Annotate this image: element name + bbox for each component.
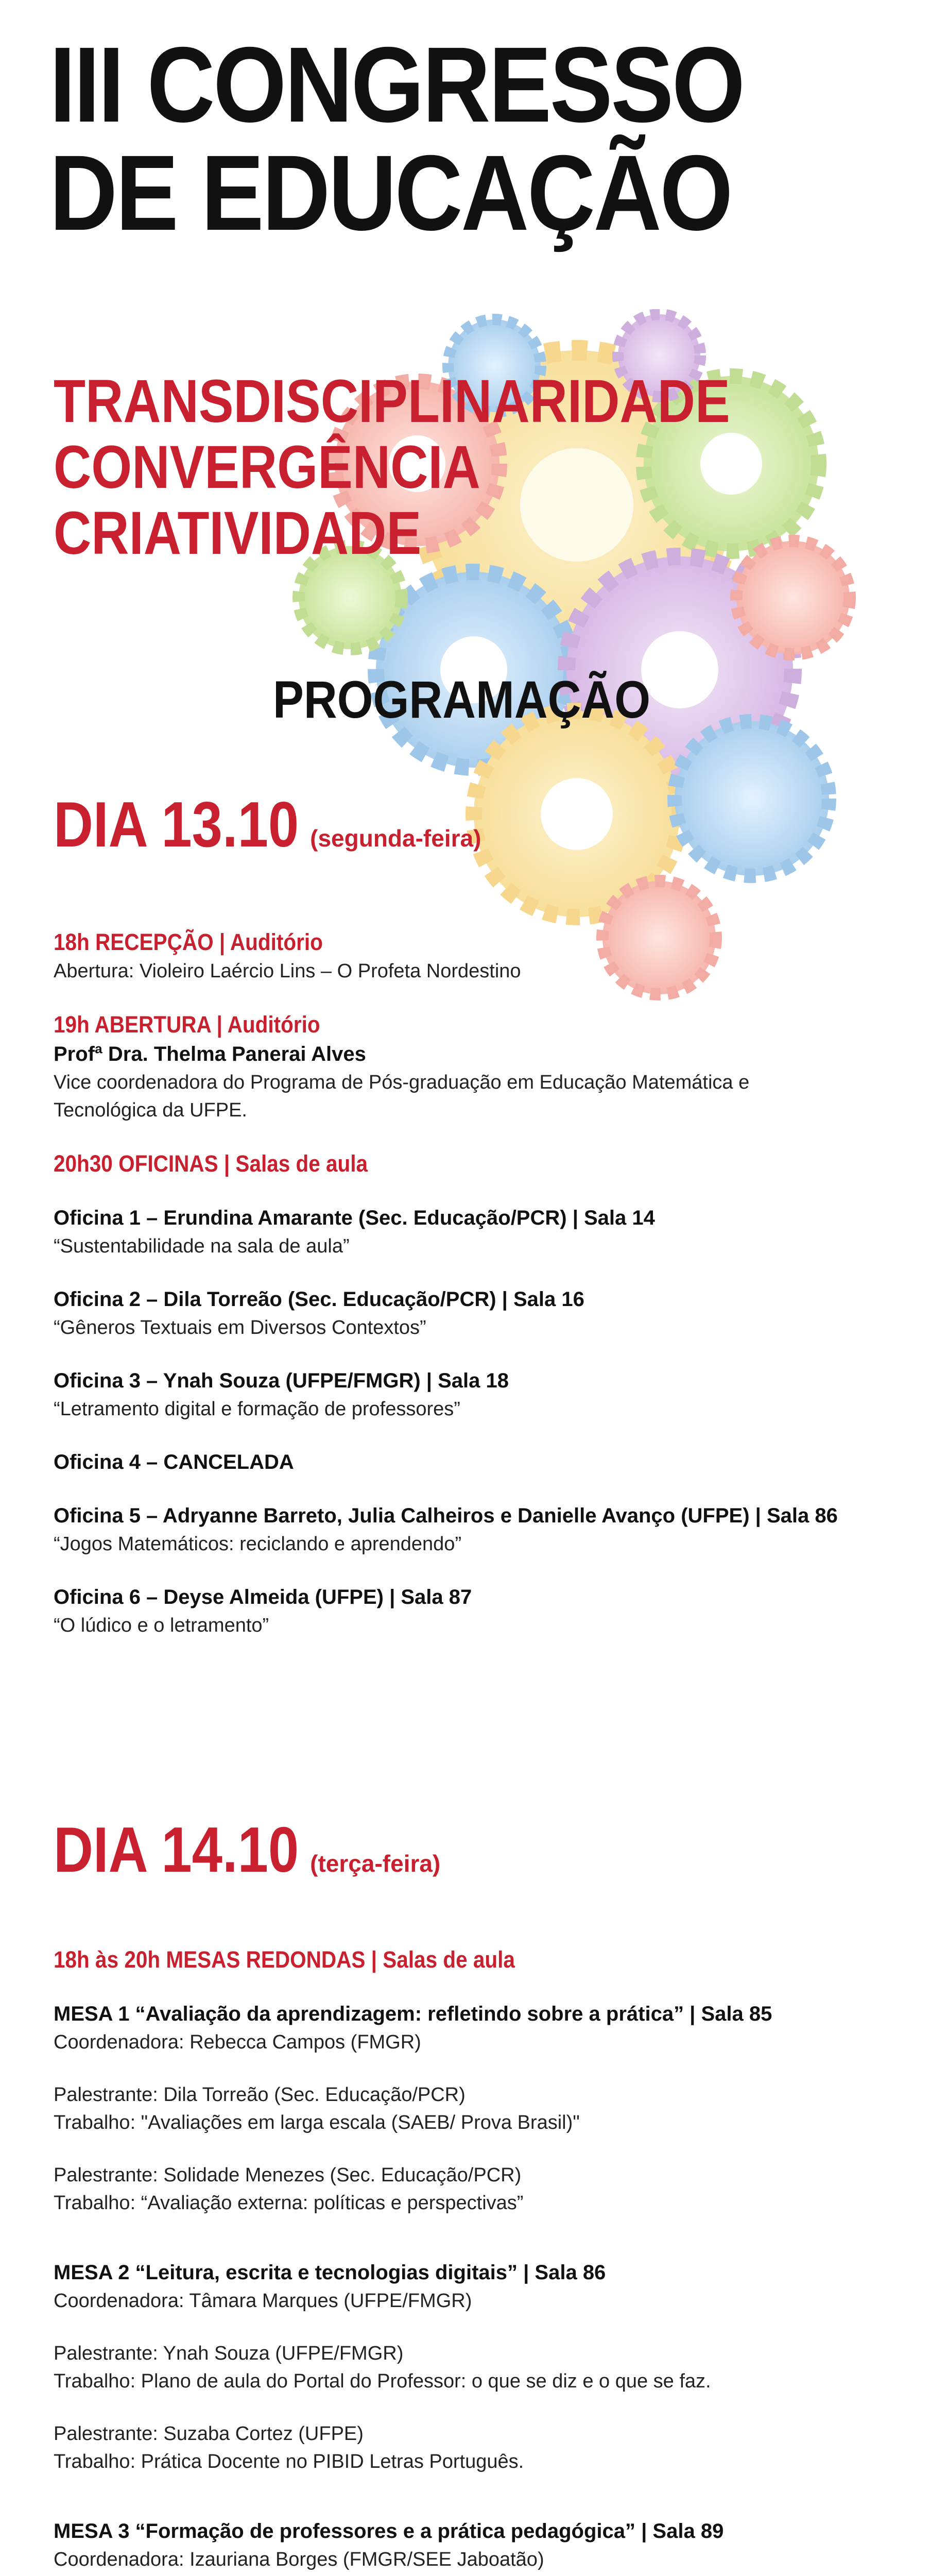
- oficina-topic: “Gêneros Textuais em Diversos Contextos”: [54, 1317, 426, 1338]
- day1-date: DIA 13.10: [54, 789, 299, 860]
- oficina-topic: “Letramento digital e formação de professores”: [54, 1398, 460, 1420]
- day2-weekday: (terça-feira): [310, 1850, 441, 1877]
- title-line-1: III CONGRESSO: [49, 25, 744, 145]
- oficina-name: Oficina 2 – Dila Torreão (Sec. Educação/PCR) | Sala 16: [54, 1288, 584, 1311]
- mesa-title: MESA 3 “Formação de professores e a prática pedagógica” | Sala 89: [54, 2520, 724, 2543]
- day1-heading: [54, 788, 481, 861]
- oficina-name: Oficina 5 – Adryanne Barreto, Julia Calheiros e Danielle Avanço (UFPE) | Sala 86: [54, 1504, 838, 1527]
- oficina-name: Oficina 1 – Erundina Amarante (Sec. Educação/PCR) | Sala 14: [54, 1207, 655, 1229]
- abertura-speaker: Profª Dra. Thelma Panerai Alves: [54, 1043, 366, 1065]
- oficina-topic: “Sustentabilidade na sala de aula”: [54, 1235, 350, 1257]
- abertura-desc-line-1: Vice coordenadora do Programa de Pós-graduação em Educação Matemática e: [54, 1072, 750, 1093]
- abertura-desc-line-2: Tecnológica da UFPE.: [54, 1099, 247, 1121]
- oficinas-title: 20h30 OFICINAS | Salas de aula: [54, 1150, 368, 1177]
- title-line-2: DE EDUCAÇÃO: [49, 133, 731, 253]
- oficina-topic: “Jogos Matemáticos: reciclando e aprendendo”: [54, 1533, 462, 1555]
- oficina-name: Oficina 4 – CANCELADA: [54, 1451, 294, 1473]
- day2-heading: [54, 1814, 440, 1887]
- mesa-coordinator: Coordenadora: Izauriana Borges (FMGR/SEE Jaboatão): [54, 2549, 544, 2570]
- oficina-item: [54, 1448, 877, 1477]
- programacao-heading: PROGRAMAÇÃO: [273, 670, 651, 729]
- mesa-block: [54, 1999, 877, 2217]
- mesa-speaker: Palestrante: Suzaba Cortez (UFPE): [54, 2423, 364, 2445]
- mesa-coordinator: Coordenadora: Tâmara Marques (UFPE/FMGR): [54, 2290, 472, 2312]
- oficina-item: [54, 1204, 877, 1260]
- mesa-work: Trabalho: "Avaliações em larga escala (SAEB/ Prova Brasil)": [54, 2112, 580, 2133]
- mesa-coordinator: Coordenadora: Rebecca Campos (FMGR): [54, 2031, 421, 2053]
- mesa-block: [54, 2517, 877, 2576]
- theme-item: TRANSDISCIPLINARIDADE: [54, 367, 730, 435]
- day2-program: [54, 1945, 877, 2576]
- page-title: [49, 25, 774, 253]
- mesa-title: MESA 1 “Avaliação da aprendizagem: refletindo sobre a prática” | Sala 85: [54, 2003, 772, 2025]
- recepcao-title: 18h RECEPÇÃO | Auditório: [54, 929, 323, 955]
- oficina-topic: “O lúdico e o letramento”: [54, 1615, 269, 1636]
- day2-date: DIA 14.10: [54, 1815, 299, 1886]
- oficina-item: [54, 1285, 877, 1342]
- recepcao-text: Abertura: Violeiro Laércio Lins – O Profeta Nordestino: [54, 960, 521, 982]
- mesa-title: MESA 2 “Leitura, escrita e tecnologias digitais” | Sala 86: [54, 2261, 606, 2284]
- day1-weekday: (segunda-feira): [310, 825, 481, 852]
- abertura-title: 19h ABERTURA | Auditório: [54, 1011, 320, 1038]
- theme-item: CRIATIVIDADE: [54, 499, 422, 567]
- mesa-block: [54, 2258, 877, 2476]
- theme-list: [54, 368, 730, 566]
- oficina-name: Oficina 6 – Deyse Almeida (UFPE) | Sala 87: [54, 1586, 472, 1608]
- mesas-title: 18h às 20h MESAS REDONDAS | Salas de aula: [54, 1946, 515, 1973]
- mesa-work: Trabalho: “Avaliação externa: políticas e perspectivas”: [54, 2192, 524, 2214]
- mesa-work: Trabalho: Prática Docente no PIBID Letras Português.: [54, 2451, 524, 2472]
- oficina-item: [54, 1366, 877, 1423]
- oficina-item: [54, 1583, 877, 1639]
- theme-item: CONVERGÊNCIA: [54, 433, 480, 501]
- day1-program: [54, 927, 877, 1639]
- oficina-name: Oficina 3 – Ynah Souza (UFPE/FMGR) | Sala 18: [54, 1369, 509, 1392]
- mesa-speaker: Palestrante: Solidade Menezes (Sec. Educação/PCR): [54, 2164, 522, 2186]
- mesa-speaker: Palestrante: Ynah Souza (UFPE/FMGR): [54, 2343, 404, 2364]
- mesa-work: Trabalho: Plano de aula do Portal do Professor: o que se diz e o que se faz.: [54, 2370, 711, 2392]
- mesa-speaker: Palestrante: Dila Torreão (Sec. Educação/PCR): [54, 2084, 466, 2106]
- oficina-item: [54, 1501, 877, 1558]
